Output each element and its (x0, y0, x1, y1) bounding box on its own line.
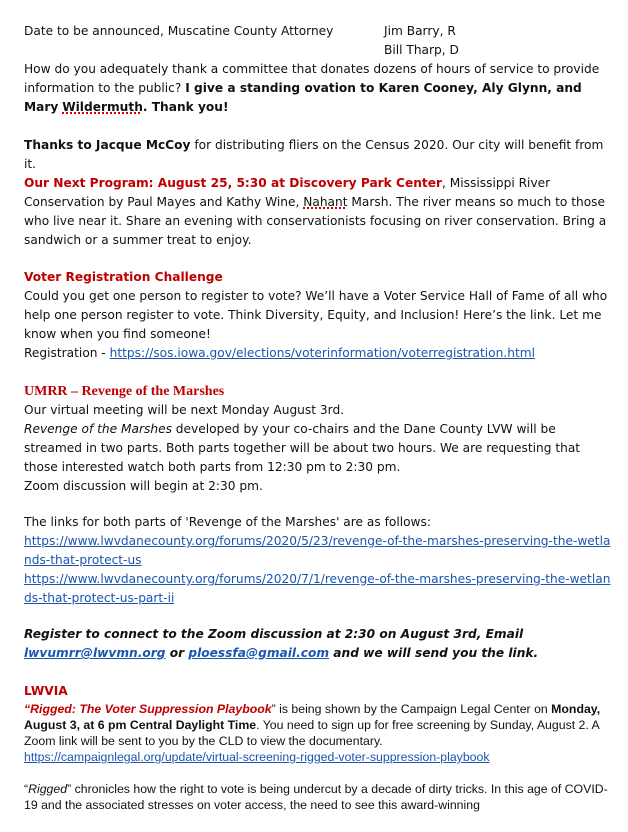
umrr-line-2: developed by your co-chairs and the Dane County LVW will be streamed in two parts. Both parts together will be about two hours. We are requesting that those interested watch both parts from 12:30 pm to 2:30 pm. (24, 422, 581, 474)
rigged-word: Rigged (28, 782, 68, 796)
committee-text: How do you adequately thank a committee that donates dozens of hours of service to provide information to the public? (24, 62, 600, 95)
email-or: or (165, 646, 189, 660)
lwvia-block (24, 701, 614, 765)
next-program-heading: Our Next Program: August 25, 5:30 at Discovery Park Center (24, 176, 443, 190)
voter-registration-heading: Voter Registration Challenge (24, 270, 223, 284)
rigged-title: “Rigged: The Voter Suppression Playbook (24, 702, 272, 716)
registration-line (24, 344, 614, 363)
umrr-links-intro: The links for both parts of 'Revenge of the Marshes' are as follows: (24, 515, 431, 529)
registration-link[interactable]: https://sos.iowa.gov/elections/voterinformation/voterregistration.html (109, 346, 536, 360)
candidate-1: Jim Barry, R (384, 24, 456, 38)
thanks-paragraph (24, 60, 614, 117)
voter-registration-block (24, 268, 614, 363)
lwvia-paragraph (24, 701, 614, 749)
umrr-line-3: Zoom discussion will begin at 2:30 pm. (24, 479, 263, 493)
zoom-register-end: and we will send you the link. (329, 646, 539, 660)
zoom-register-paragraph (24, 625, 614, 663)
voter-registration-text: Could you get one person to register to vote? We’ll have a Voter Service Hall of Fame of all who help one person register to vote. Think Diversity, Equity, and Inclusion! Here’s the link. Let me know when you find someone! (24, 289, 608, 341)
lwvia-heading: LWVIA (24, 684, 68, 698)
email-link-1[interactable]: lwvumrr@lwvmn.org (24, 646, 166, 660)
umrr-heading: UMRR – Revenge of the Marshes (24, 384, 225, 399)
ovation-text: I give a standing ovation to Karen Cooney, Aly Glynn, and Mary (24, 81, 582, 114)
next-program-text-1: , Mississippi River Conservation by Paul Mayes and Kathy Wine, (24, 176, 551, 209)
candidate-2: Bill Tharp, D (384, 43, 459, 57)
email-link-2[interactable]: ploessfa@gmail.com (188, 646, 330, 660)
lwvia-date: Monday, August 3, at 6 pm Central Daylight Time (24, 702, 601, 732)
registration-label: Registration - (24, 346, 110, 360)
header-block (24, 22, 614, 117)
lwvia-text-2: . You need to sign up for free screening by Sunday, August 2. A Zoom link will be sent to you by the CLD to view the documentary. (24, 718, 600, 748)
jacque-name: Thanks to Jacque McCoy (24, 138, 191, 152)
umrr-film-title: Revenge of the Marshes (24, 422, 172, 436)
jacque-paragraph (24, 136, 614, 174)
umrr-link-part-2[interactable]: https://www.lwvdanecounty.org/forums/2020/7/1/revenge-of-the-marshes-preserving-the-wetlands-that-protect-us-part-ii (24, 572, 611, 605)
rigged-text: ” chronicles how the right to vote is being undercut by a decade of dirty tricks. In this age of COVID-19 and the associated stresses on voter access, the need to see this award-winning (24, 782, 608, 812)
next-program-text-2: Marsh. The river means so much to those who live near it. Share an evening with conservationists focusing on river conservation. Bring a sandwich or a summer treat to enjoy. (24, 195, 607, 247)
umrr-links-block (24, 513, 614, 608)
umrr-line-1: Our virtual meeting will be next Monday August 3rd. (24, 403, 345, 417)
zoom-register-text: Register to connect to the Zoom discussion at 2:30 on August 3rd, Email (24, 627, 524, 641)
jacque-text: for distributing fliers on the Census 2020. Our city will benefit from it. (24, 138, 604, 171)
lwvia-text-1: ” is being shown by the Campaign Legal Center on (271, 702, 552, 716)
next-program-paragraph (24, 174, 614, 250)
ovation-end: . Thank you! (142, 100, 229, 114)
rigged-paragraph (24, 781, 614, 813)
rigged-open-quote: “ (24, 782, 29, 796)
nahant-word: Nahant (303, 195, 348, 209)
date-line: Date to be announced, Muscatine County Attorney (24, 24, 334, 38)
umrr-link-part-1[interactable]: https://www.lwvdanecounty.org/forums/2020/5/23/revenge-of-the-marshes-preserving-the-wetlands-that-protect-us (24, 534, 611, 567)
ovation-name: Wildermuth (62, 100, 143, 114)
umrr-paragraph (24, 420, 614, 477)
campaign-legal-link[interactable]: https://campaignlegal.org/update/virtual-screening-rigged-voter-suppression-playbook (24, 750, 490, 764)
umrr-block (24, 382, 614, 496)
